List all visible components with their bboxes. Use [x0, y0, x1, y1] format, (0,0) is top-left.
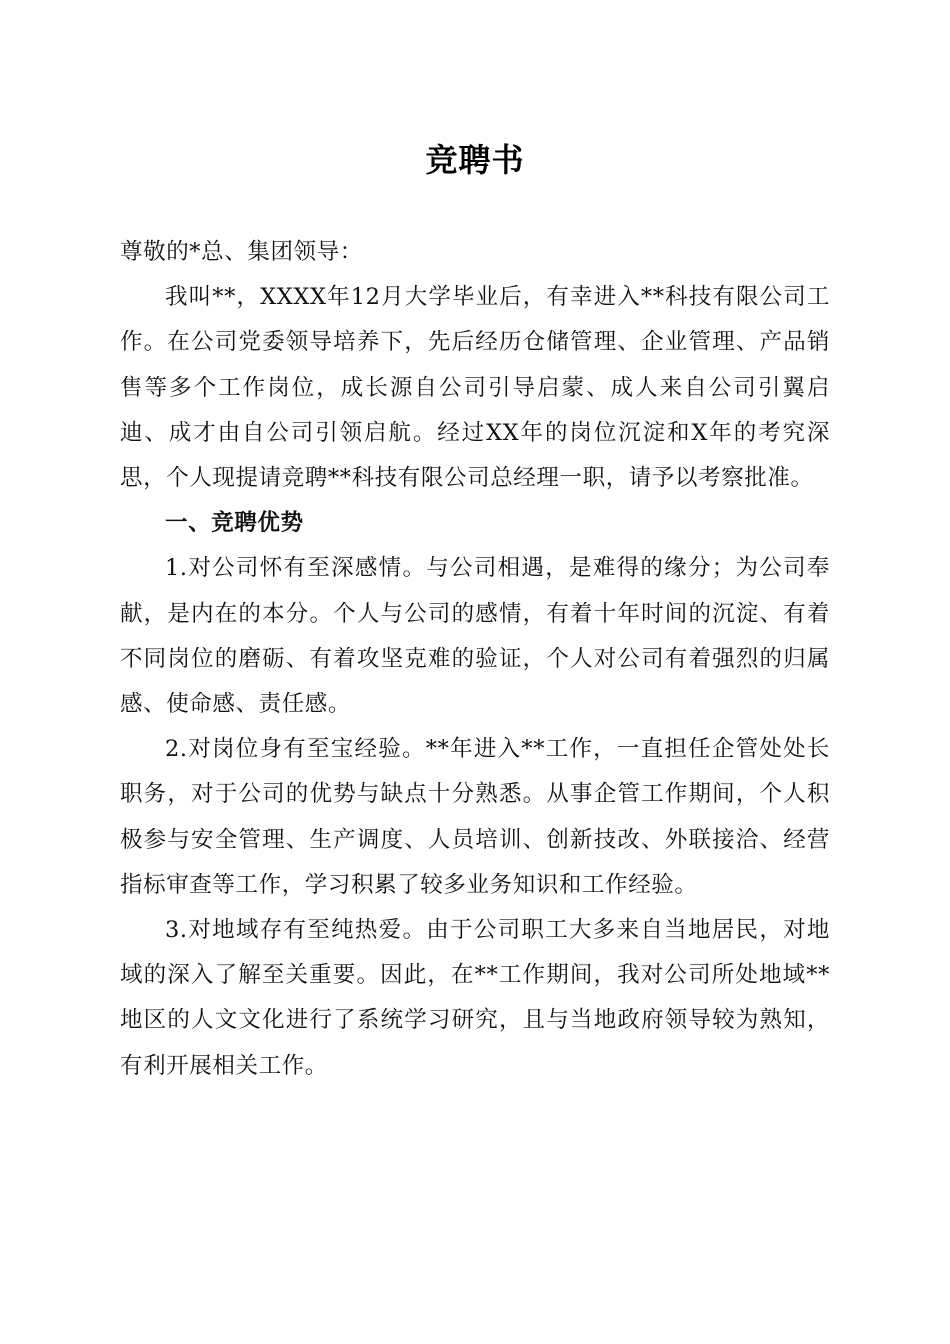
section-heading-advantages: 一、竞聘优势: [165, 510, 304, 537]
document-title: 竞聘书: [425, 141, 525, 179]
advantage-item-2: 2.对岗位身有至宝经验。**年进入**工作，一直担任企管处处长职务，对于公司的优势与缺点十分熟悉。从事企管工作期间，个人积极参与安全管理、生产调度、人员培训、创新技改、外联接洽、经营指标审查等工作，学习积累了较多业务知识和工作经验。: [120, 736, 830, 898]
intro-paragraph: 我叫**，XXXX年12月大学毕业后，有幸进入**科技有限公司工作。在公司党委领导培养下，先后经历仓储管理、企业管理、产品销售等多个工作岗位，成长源自公司引导启蒙、成人来自公司引翼启迪、成才由自公司引领启航。经过XX年的岗位沉淀和X年的考究深思，个人现提请竞聘**科技有限公司总经理一职，请予以考察批准。: [120, 284, 830, 492]
document-body: [120, 230, 830, 1089]
advantage-item-1: 1.对公司怀有至深感情。与公司相遇，是难得的缘分；为公司奉献，是内在的本分。个人与公司的感情，有着十年时间的沉淀、有着不同岗位的磨砺、有着攻坚克难的验证，个人对公司有着强烈的归属感、使命感、责任感。: [120, 555, 830, 718]
advantage-item-3: 3.对地域存有至纯热爱。由于公司职工大多来自当地居民，对地域的深入了解至关重要。因此，在**工作期间，我对公司所处地域**地区的人文文化进行了系统学习研究，且与当地政府领导较为熟知，有利开展相关工作。: [120, 917, 830, 1079]
salutation: 尊敬的*总、集团领导：: [120, 239, 363, 265]
